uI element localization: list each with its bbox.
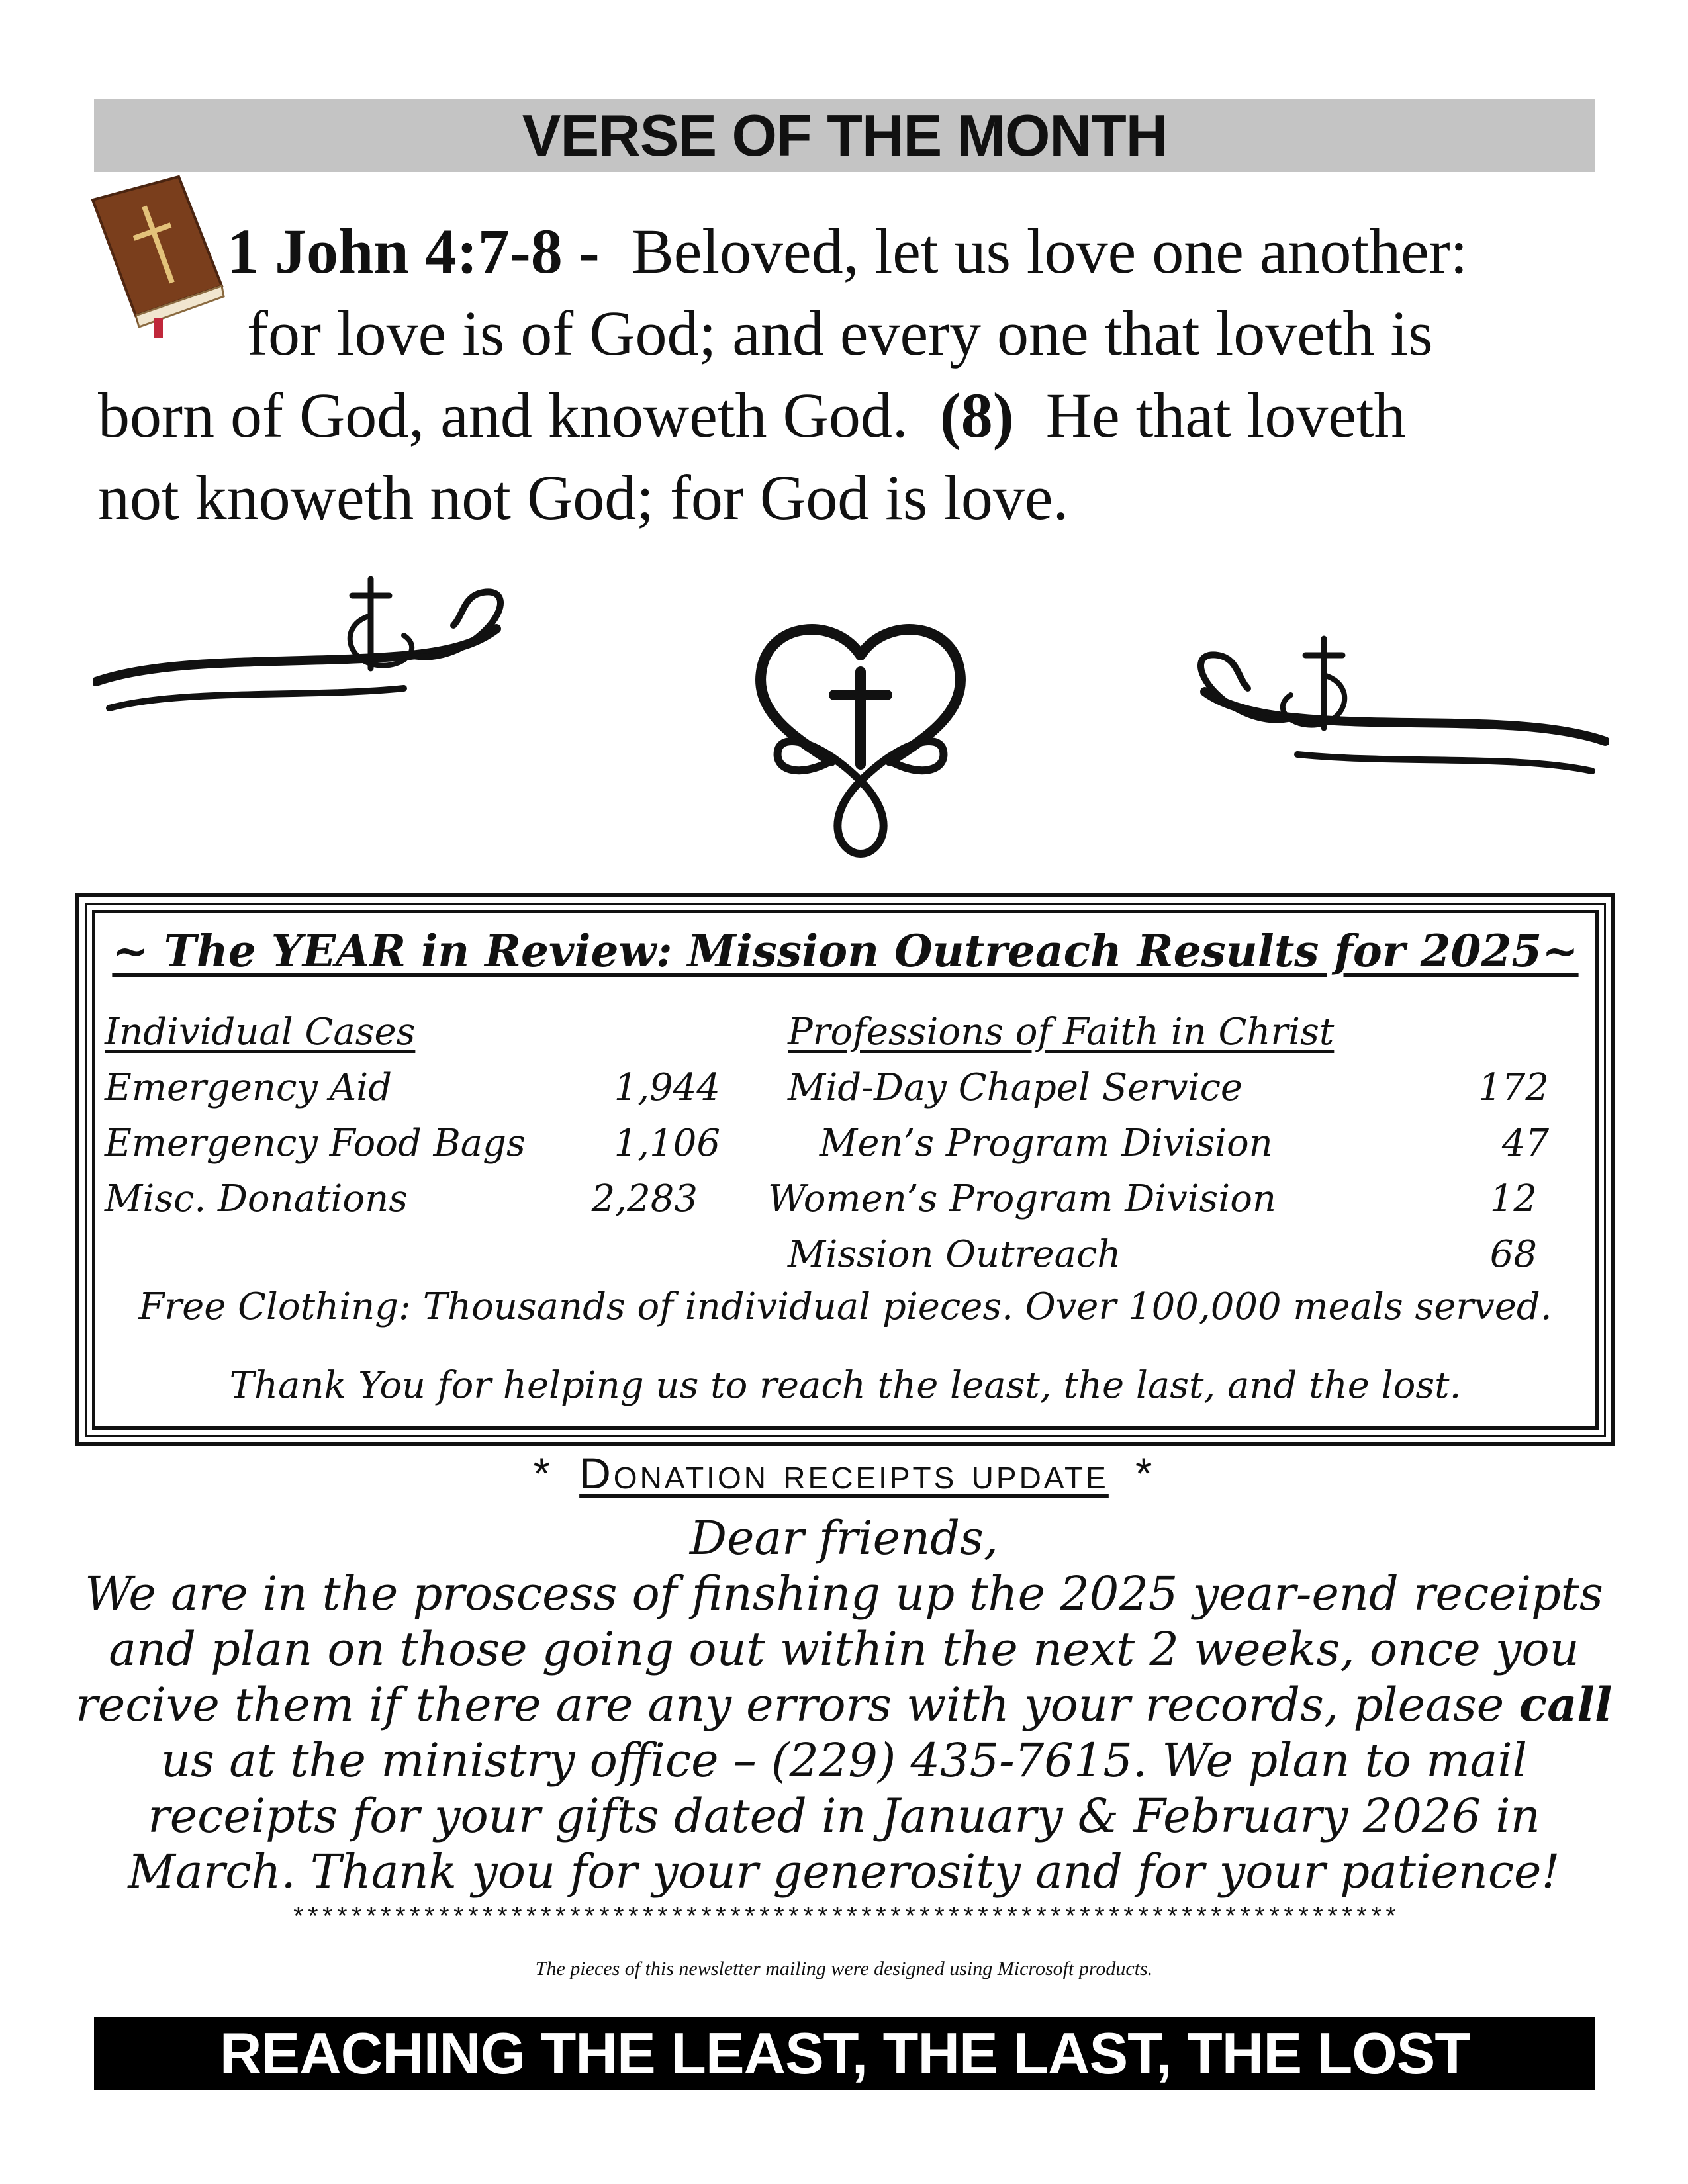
- microsoft-credit: The pieces of this newsletter mailing were designed using Microsoft products.: [535, 1958, 1153, 1979]
- receipts-heading-text: Donation receipts update: [579, 1449, 1109, 1498]
- letter-line: recive them if there are any errors with your records, please: [75, 1678, 1505, 1732]
- row-value: 47: [1501, 1122, 1549, 1165]
- thanks-line: Thank You for helping us to reach the least, the last, and the lost.: [229, 1364, 1462, 1407]
- verse-number: (8): [939, 380, 1014, 451]
- table-row: [788, 1116, 1549, 1171]
- letter-greeting: Dear friends,: [689, 1511, 999, 1565]
- heading-star-left: *: [533, 1449, 553, 1498]
- row-label: Men’s Program Division: [820, 1122, 1273, 1165]
- row-label: Mission Outreach: [788, 1233, 1121, 1276]
- table-row: [788, 1060, 1549, 1116]
- verse-line3-start: born of God, and knoweth God.: [98, 380, 908, 451]
- letter-line: and plan on those going out within the next 2 weeks, once you: [109, 1622, 1579, 1676]
- free-clothing-line: Free Clothing: Thousands of individual pieces. Over 100,000 meals served.: [138, 1285, 1552, 1328]
- table-row: [105, 1171, 720, 1227]
- receipts-heading: [0, 1448, 1688, 1498]
- letter-call-word: call: [1519, 1677, 1613, 1732]
- individual-cases-column: [105, 1005, 720, 1227]
- row-value: 172: [1478, 1066, 1549, 1109]
- verse-text: [98, 210, 1601, 539]
- row-label: Emergency Aid: [105, 1066, 392, 1109]
- verse-line1: Beloved, let us love one another:: [631, 216, 1468, 287]
- heading-star-right: *: [1135, 1449, 1155, 1498]
- row-value: 2,283: [591, 1177, 698, 1220]
- letter-line: us at the ministry office – (229) 435-7615. We plan to mail: [160, 1733, 1528, 1788]
- review-title: ~ The YEAR in Review: Mission Outreach Results for 2025~: [112, 925, 1579, 977]
- cross-ribbon-left-icon: [93, 576, 516, 741]
- verse-line2: for love is of God; and every one that loveth is: [247, 298, 1433, 369]
- letter-line: We are in the proscess of finshing up the 2025 year-end receipts: [85, 1567, 1603, 1621]
- row-value: 1,106: [614, 1122, 720, 1165]
- verse-reference: 1 John 4:7-8 -: [227, 216, 600, 287]
- letter-line: receipts for your gifts dated in January & February 2026 in: [148, 1789, 1540, 1843]
- table-row: [105, 1116, 720, 1171]
- cross-ribbon-right-icon: [1192, 635, 1609, 807]
- receipts-letter: [0, 1510, 1688, 1899]
- row-label: Mid-Day Chapel Service: [788, 1066, 1243, 1109]
- row-label: Emergency Food Bags: [105, 1122, 526, 1165]
- row-value: 1,944: [614, 1066, 720, 1109]
- individual-cases-header: Individual Cases: [105, 1011, 416, 1054]
- row-value: 68: [1489, 1233, 1537, 1276]
- verse-line3-end: He that loveth: [1045, 380, 1406, 451]
- row-value: 12: [1489, 1177, 1537, 1220]
- row-label: Women’s Program Division: [768, 1177, 1276, 1220]
- star-divider: ****************************************************************************: [290, 1905, 1398, 1934]
- letter-line: March. Thank you for your generosity and for your patience!: [128, 1844, 1560, 1899]
- footer-banner: REACHING THE LEAST, THE LAST, THE LOST: [94, 2017, 1595, 2090]
- year-in-review-box: [75, 893, 1615, 1446]
- professions-column: [768, 1005, 1549, 1283]
- row-label: Misc. Donations: [105, 1177, 408, 1220]
- professions-header: Professions of Faith in Christ: [788, 1011, 1335, 1054]
- heart-cross-icon: [728, 609, 993, 874]
- table-row: [105, 1060, 720, 1116]
- verse-of-month-banner: VERSE OF THE MONTH: [94, 99, 1595, 172]
- verse-line4: not knoweth not God; for God is love.: [98, 462, 1069, 533]
- table-row: [788, 1227, 1549, 1283]
- table-row: [768, 1171, 1549, 1227]
